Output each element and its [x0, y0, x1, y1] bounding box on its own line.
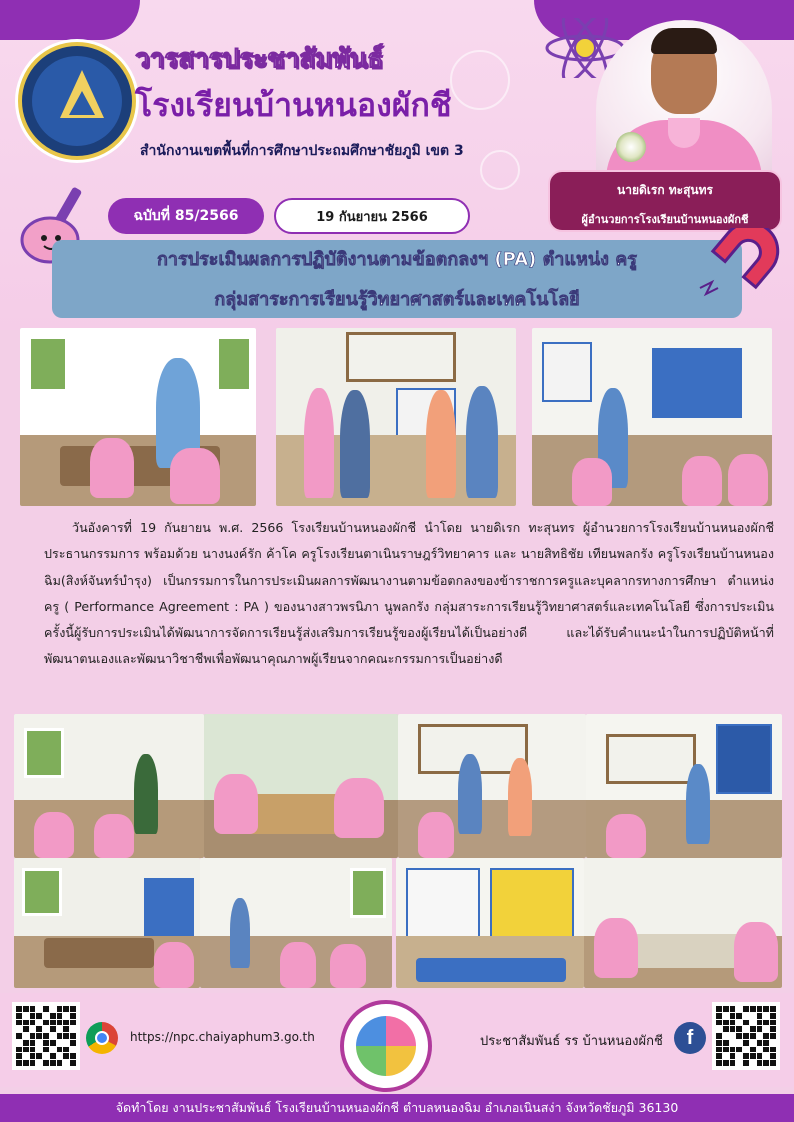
issue-number-badge: ฉบับที่ 85/2566 [108, 198, 264, 234]
director-position: ผู้อำนวยการโรงเรียนบ้านหนองผักชี [581, 213, 749, 226]
collage-photo-7 [396, 858, 584, 988]
collage-photo-2 [204, 714, 398, 858]
website-link[interactable]: https://npc.chaiyaphum3.go.th [130, 1030, 315, 1044]
qr-code-right[interactable] [712, 1002, 780, 1070]
event-photo-2 [276, 328, 516, 506]
education-office: สำนักงานเขตพื้นที่การศึกษาประถมศึกษาชัยภูมิ เขต 3 [140, 143, 464, 159]
badge-emblem-icon [356, 1016, 416, 1076]
issue-date-badge: 19 กันยายน 2566 [274, 198, 470, 234]
doodle-circle [450, 50, 510, 110]
director-hair [651, 28, 717, 54]
collage-photo-5 [14, 858, 200, 988]
director-caption [548, 170, 782, 232]
chrome-icon-center [95, 1031, 109, 1045]
article-paragraph: วันอังคารที่ 19 กันยายน พ.ศ. 2566 โรงเรียนบ้านหนองผักชี นำโดย นายดิเรก ทะสุนทร ผู้อำนวยการโรงเรียนบ้านหนองผักชี ประธานกรรมการ พร้อมด้วย นางนงค์รัก ค้าโค ครูโรงเรียนตาเนินราษฎร์วิทยาคาร และ นายสิทธิชัย เทียนพลกรัง ครูโรงเรียนบ้านหนองฉิม(สิงห์จันทร์บำรุง) เป็นกรรมการในการประเมินผลการพัฒนางานตามข้อตกลงของข้าราชการครูและบุคลากรทางการศึกษา ตำแหน่ง ครู ( Performance Agreement : PA ) ของนางสาวพรนิภา นูพลกรัง กลุ่มสาระการเรียนรู้วิทยาศาสตร์และเทคโนโลยี ซึ่งการประเมินครั้งนี้ผู้รับการประเมินได้พัฒนาการจัดการเรียนรู้ส่งเสริมการเรียนรู้ของผู้เรียนได้เป็นอย่างดี และได้รับคำแนะนำในการปฏิบัติหน้าที่ พัฒนาตนเองและพัฒนาวิชาชีพเพื่อพัฒนาคุณภาพผู้เรียนจากคณะกรรมการเป็นอย่างดี [44, 520, 774, 667]
facebook-page-label[interactable]: ประชาสัมพันธ์ รร บ้านหนองผักชี [480, 1034, 663, 1049]
event-photo-3 [532, 328, 772, 506]
collage-photo-8 [584, 858, 782, 988]
corsage-icon [616, 132, 646, 162]
magnet-icon [694, 228, 784, 308]
event-photo-1 [20, 328, 256, 506]
credit-bar [0, 1094, 794, 1122]
qr-code-left[interactable] [12, 1002, 80, 1070]
facebook-icon[interactable]: f [674, 1022, 706, 1054]
doodle-circle [480, 150, 520, 190]
collage-photo-1 [14, 714, 204, 858]
collage-photo-6 [200, 858, 392, 988]
logo-emblem-inner [69, 91, 95, 115]
director-name: นายดิเรก ทะสุนทร [617, 183, 713, 197]
headline-line-2: กลุ่มสาระการเรียนรู้วิทยาศาสตร์และเทคโนโลยี [214, 289, 580, 310]
corner-decoration-left [0, 0, 140, 40]
school-name-title: โรงเรียนบ้านหนองผักชี [135, 86, 452, 124]
collage-photo-3 [398, 714, 586, 858]
headline-line-1: การประเมินผลการปฏิบัติงานตามข้อตกลงฯ (PA) ตำแหน่ง ครู [157, 249, 637, 270]
article-body [44, 515, 774, 673]
collage-photo-4 [586, 714, 782, 858]
school-logo [18, 42, 136, 160]
credit-text: จัดทำโดย งานประชาสัมพันธ์ โรงเรียนบ้านหนองผักชี ตำบลหนองฉิม อำเภอเนินสง่า จังหวัดชัยภูมิ 36130 [115, 1100, 679, 1115]
journal-title: วารสารประชาสัมพันธ์ [135, 44, 384, 74]
